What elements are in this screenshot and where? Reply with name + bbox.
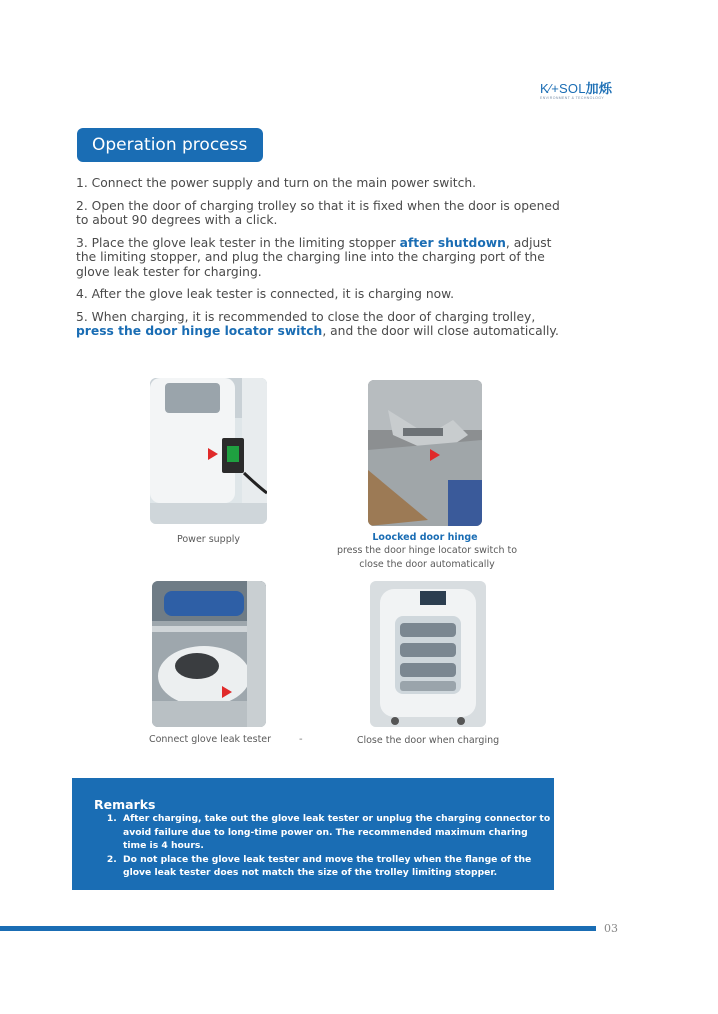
operation-steps (76, 176, 561, 347)
step-1: 1. Connect the power supply and turn on the main power switch. (76, 176, 477, 190)
remarks-list (100, 812, 552, 880)
caption-power-supply: Power supply (176, 534, 241, 545)
footer-rule (0, 926, 596, 931)
company-logo (540, 82, 626, 104)
logo-wordmark: K∕+SOL (540, 81, 586, 96)
caption-connect-tester: Connect glove leak tester (148, 734, 272, 745)
step-2: 2. Open the door of charging trolley so that it is fixed when the door is opened to about 90 degrees with a click. (76, 198, 560, 227)
caption-hinge-title: Loocked door hinge (372, 532, 478, 543)
connect-tester-photo (152, 581, 266, 727)
section-title: Operation process (77, 128, 263, 162)
logo-chinese: 加烁 (585, 81, 613, 96)
caption-hinge-desc-1: press the door hinge locator switch to (336, 545, 518, 556)
power-supply-photo (150, 378, 267, 524)
remark-item: 1. After charging, take out the glove leak tester or unplug the charging connector to avoid failure due to long-time power on. The recommended maximum charing time is 4 hours. (120, 812, 552, 853)
remarks-title: Remarks (94, 797, 156, 812)
step-3-highlight: after shutdown (399, 235, 506, 250)
remarks-box (72, 778, 554, 890)
logo-tagline: ENVIRONMENT & TECHNOLOGY (540, 96, 605, 100)
step-4: 4. After the glove leak tester is connected, it is charging now. (76, 287, 454, 301)
caption-close-door: Close the door when charging (356, 735, 500, 746)
closed-trolley-photo (370, 581, 486, 727)
door-hinge-photo (368, 380, 482, 526)
step-3: 3. Place the glove leak tester in the limiting stopper after shutdown, adjust the limiting stopper, and plug the charging line into the charging port of the glove leak tester for charging. (76, 235, 552, 279)
step-5-highlight: press the door hinge locator switch (76, 324, 323, 338)
remark-item: 2. Do not place the glove leak tester and move the trolley when the flange of the glove leak tester does not match the size of the trolley limiting stopper. (120, 853, 552, 880)
caption-hinge-desc-2: close the door automatically (359, 559, 495, 570)
step-5: 5. When charging, it is recommended to close the door of charging trolley, press the door hinge locator switch, and the door will close automatically. (76, 309, 559, 338)
stray-dash: - (299, 734, 303, 745)
page-number: 03 (604, 922, 618, 935)
